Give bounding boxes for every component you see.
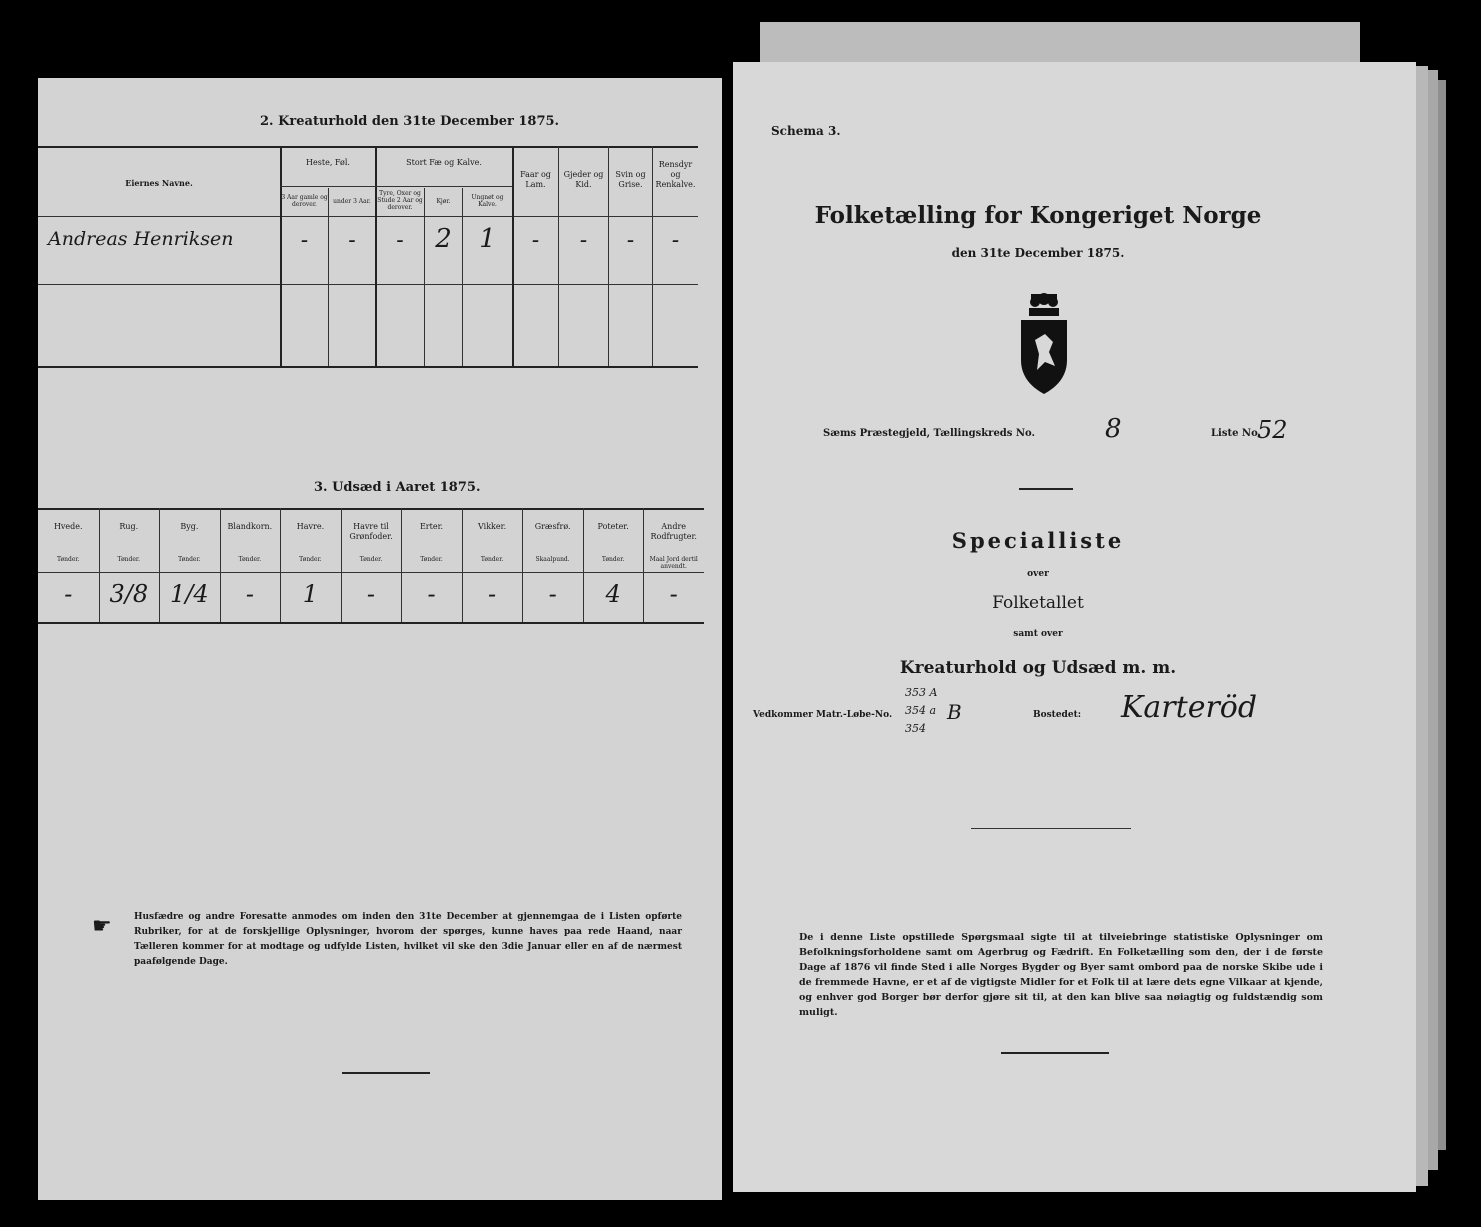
udsaed-unit: Tønder. bbox=[420, 556, 443, 563]
schema-label: Schema 3. bbox=[771, 124, 841, 138]
samt-over-text: samt over bbox=[1013, 629, 1063, 639]
value-cattle-cows: 2 bbox=[435, 224, 452, 254]
header-cattle-bulls: Tyre, Oxer og Stude 2 Aar og derover. bbox=[377, 190, 423, 211]
divider bbox=[1019, 488, 1073, 490]
owner-name: Andreas Henriksen bbox=[48, 228, 234, 250]
header-reindeer: Rensdyr og Renkalve. bbox=[655, 160, 696, 189]
header-cattle-cows: Kjør. bbox=[436, 198, 451, 205]
divider bbox=[971, 828, 1131, 829]
header-horses-old: 3 Aar gamle og derover. bbox=[281, 194, 328, 208]
udsaed-unit: Tønder. bbox=[238, 556, 262, 563]
value-cattle-young: 1 bbox=[479, 224, 496, 254]
specialliste-heading: Specialliste bbox=[951, 528, 1125, 553]
udsaed-unit: Tønder. bbox=[117, 556, 141, 563]
udsaed-header: Havre til Grønfoder. bbox=[349, 522, 393, 541]
udsaed-value: - bbox=[64, 580, 73, 608]
matr-number-bot: 354 bbox=[905, 722, 926, 735]
bosted-label: Bostedet: bbox=[1033, 710, 1082, 720]
udsaed-header: Græsfrø. bbox=[534, 522, 571, 531]
udsaed-value: 4 bbox=[605, 580, 621, 608]
left-page bbox=[38, 78, 722, 1200]
table2-subheader-rule bbox=[280, 186, 512, 187]
udsaed-header: Andre Rodfrugter. bbox=[650, 522, 697, 541]
value-horses-old: - bbox=[300, 228, 309, 253]
value-goats: - bbox=[579, 228, 588, 253]
value-reindeer: - bbox=[671, 228, 680, 253]
header-pigs: Svin og Grise. bbox=[615, 170, 646, 189]
udsaed-value: 1 bbox=[302, 580, 319, 608]
udsaed-value: - bbox=[548, 580, 557, 608]
kreaturhold-text: Kreaturhold og Udsæd m. m. bbox=[899, 658, 1177, 678]
udsaed-value: - bbox=[427, 580, 436, 608]
table2-col-divider bbox=[328, 188, 329, 366]
liste-label: Liste No. bbox=[1211, 428, 1262, 439]
udsaed-header: Rug. bbox=[119, 522, 139, 531]
udsaed-value: 1/4 bbox=[170, 580, 209, 608]
table3-top-rule bbox=[38, 508, 704, 510]
closing-rule bbox=[342, 1072, 430, 1074]
closing-rule bbox=[1001, 1052, 1109, 1054]
page-edge bbox=[1428, 70, 1438, 1170]
udsaed-header: Erter. bbox=[419, 522, 444, 531]
table2-header-rule bbox=[38, 216, 698, 217]
header-goats: Gjeder og Kid. bbox=[563, 170, 604, 189]
intro-paragraph: De i denne Liste opstillede Spørgsmaal sigte til at tilveiebringe statistiske Oplysninger om Befolkningsforholdene samt om Agerbrug og Fædrift. En Folketælling som den, der i de første Dage af 1876 vil finde Sted i alle Norges Bygder og Byer samt ombord paa de norske Skibe ude i de fremmede Havne, er et af de vigtigste Midler for et Folk til at lære dets egne Vilkaar at kjende, og enhver god Borger bør derfor gjøre sit til, at den kan blive saa nøiagtig og fuldstændig som muligt. bbox=[799, 932, 1323, 1018]
table2-row-rule bbox=[38, 284, 698, 285]
matr-number-mid: 354 a bbox=[905, 704, 937, 717]
udsaed-value: - bbox=[669, 580, 678, 608]
matr-label: Vedkommer Matr.-Løbe-No. bbox=[753, 710, 893, 720]
census-title: Folketælling for Kongeriget Norge bbox=[814, 202, 1262, 229]
value-cattle-bulls: - bbox=[396, 228, 404, 253]
table2-bottom-rule bbox=[38, 366, 698, 368]
table2-col-divider bbox=[280, 146, 282, 366]
over-text: over bbox=[1027, 569, 1049, 579]
value-sheep: - bbox=[531, 228, 540, 253]
udsaed-header: Hvede. bbox=[53, 522, 83, 531]
udsaed-value: - bbox=[488, 580, 497, 608]
udsaed-header: Vikker. bbox=[478, 522, 507, 531]
table2-col-divider bbox=[375, 146, 377, 366]
udsaed-header: Byg. bbox=[180, 522, 199, 531]
udsaed-header: Havre. bbox=[296, 522, 325, 531]
udsaed-header: Blandkorn. bbox=[227, 522, 273, 531]
header-cattle: Stort Fæ og Kalve. bbox=[406, 158, 482, 167]
page-edge bbox=[1438, 80, 1446, 1150]
section3-title: 3. Udsæd i Aaret 1875. bbox=[314, 480, 481, 495]
table2-col-divider bbox=[462, 188, 463, 366]
coat-of-arms-icon bbox=[1015, 290, 1073, 396]
header-horses: Heste, Føl. bbox=[306, 158, 350, 167]
page-edge bbox=[1416, 66, 1428, 1186]
matr-letter: B bbox=[947, 700, 962, 724]
udsaed-unit: Tønder. bbox=[601, 556, 625, 563]
page-edge bbox=[760, 22, 1360, 62]
udsaed-unit: Maal Jord dertil anvendt. bbox=[649, 556, 698, 570]
matr-number-top: 353 A bbox=[905, 686, 938, 699]
prestegjeld-label: Sæms Præstegjeld, Tællingskreds No. bbox=[823, 428, 1036, 439]
notice-text: Husfædre og andre Foresatte anmodes om inden den 31te December at gjennemgaa de i Listen opførte Rubriker, for at de forskjellige Oplysninger, hvorom der spørges, kunne haves paa rede Haand, naar Tælleren kommer for at modtage og udfylde Listen, hvilket vil ske den 3die Januar eller en af de nærmest paafølgende Dage. bbox=[134, 912, 682, 967]
value-horses-young: - bbox=[348, 228, 356, 253]
udsaed-unit: Tønder. bbox=[178, 556, 201, 563]
udsaed-unit: Tønder. bbox=[299, 556, 322, 563]
udsaed-unit: Tønder. bbox=[359, 556, 383, 563]
udsaed-header: Poteter. bbox=[597, 522, 629, 531]
table2-top-rule bbox=[38, 146, 698, 148]
udsaed-unit: Tønder. bbox=[57, 556, 80, 563]
bosted-value: Karteröd bbox=[1121, 690, 1258, 725]
udsaed-value: - bbox=[245, 580, 254, 608]
liste-number: 52 bbox=[1257, 416, 1288, 444]
section2-title: 2. Kreaturhold den 31te December 1875. bbox=[260, 114, 560, 129]
udsaed-value: - bbox=[366, 580, 376, 608]
udsaed-unit: Skaalpund. bbox=[535, 556, 570, 563]
value-pigs: - bbox=[626, 228, 635, 253]
header-owner: Eiernes Navne. bbox=[125, 178, 193, 188]
folketallet-text: Folketallet bbox=[992, 593, 1084, 613]
table3-header-rule bbox=[38, 572, 704, 573]
header-sheep: Faar og Lam. bbox=[520, 170, 551, 189]
table3-bottom-rule bbox=[38, 622, 704, 624]
header-horses-young: under 3 Aar. bbox=[333, 198, 371, 205]
right-page bbox=[733, 62, 1416, 1192]
udsaed-value: 3/8 bbox=[109, 580, 149, 608]
udsaed-unit: Tønder. bbox=[480, 556, 504, 563]
kreds-number: 8 bbox=[1105, 414, 1122, 444]
census-date: den 31te December 1875. bbox=[951, 246, 1125, 260]
pointing-hand-icon: ☛ bbox=[92, 914, 112, 939]
header-cattle-young: Ungnøt og Kalve. bbox=[471, 194, 504, 208]
table2-col-divider bbox=[424, 188, 425, 366]
